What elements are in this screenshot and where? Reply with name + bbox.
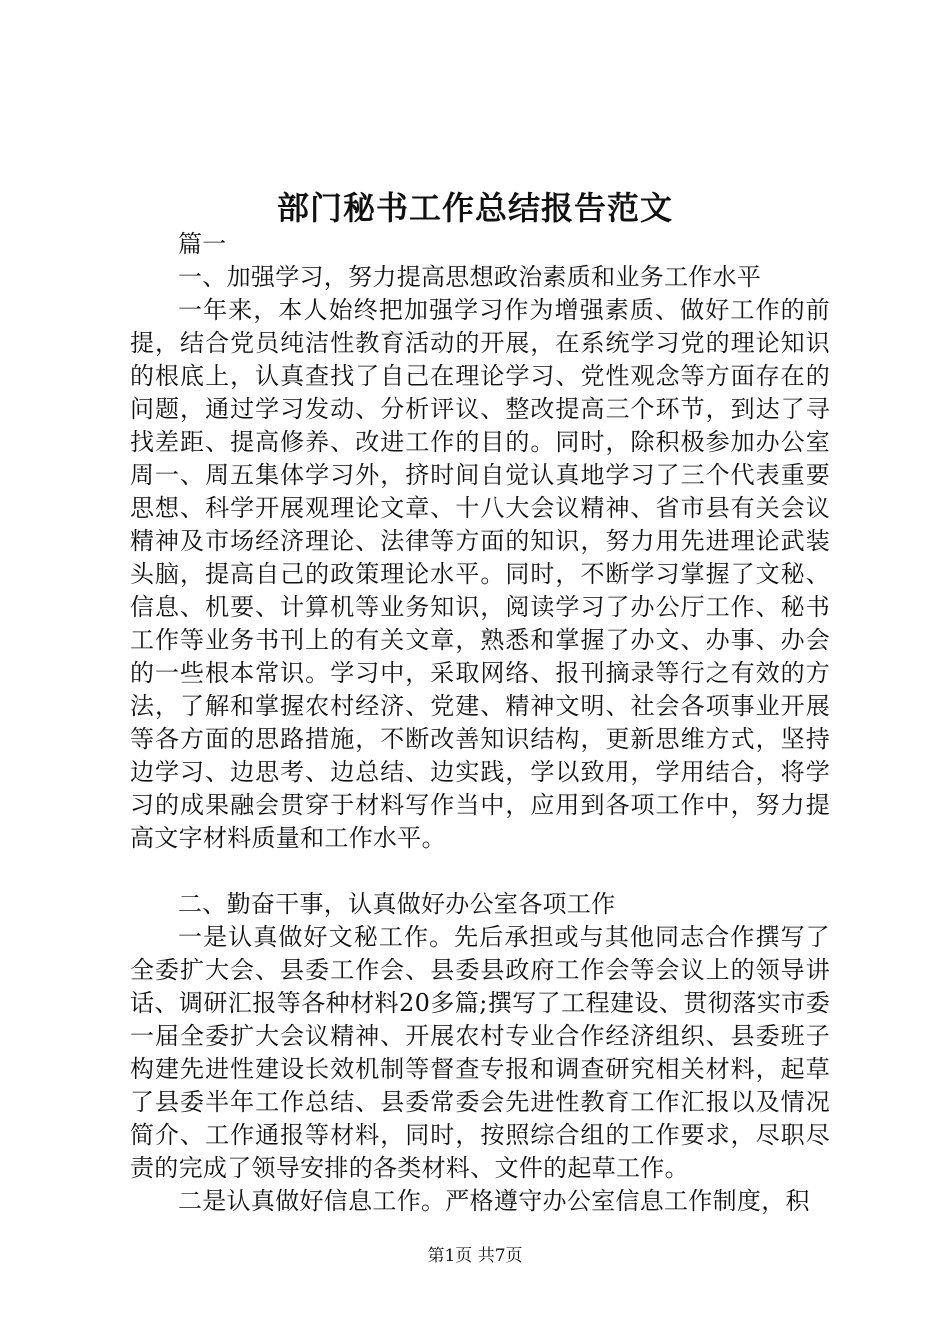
paragraph-information-work: 二是认真做好信息工作。严格遵守办公室信息工作制度，积 <box>178 1187 810 1215</box>
paragraph-secretarial-work: 一是认真做好文秘工作。先后承担或与其他同志合作撰写了全委扩大会、县委工作会、县委县政府工作会等会议上的领导讲话、调研汇报等各种材料20多篇;撰写了工程建设、贯彻落实市委一届全委扩大会议精神、开展农村专业合作经济组织、县委班子构建先进性建设长效机制等督查专报和调查研究相关材料，起草了县委半年工作总结、县委常委会先进性教育工作汇报以及情况简介、工作通报等材料，同时，按照综合组的工作要求，尽职尽责的完成了领导安排的各类材料、文件的起草工作。 <box>130 923 830 1182</box>
document-title: 部门秘书工作总结报告范文 <box>276 189 673 227</box>
section-heading-1: 一、加强学习，努力提高思想政治素质和业务工作水平 <box>178 263 762 291</box>
section-heading-2: 二、勤奋干事，认真做好办公室各项工作 <box>178 890 616 918</box>
paragraph-study: 一年来，本人始终把加强学习作为增强素质、做好工作的前提，结合党员纯洁性教育活动的开展，在系统学习党的理论知识的根底上，认真查找了自己在理论学习、党性观念等方面存在的问题，通过学习发动、分析评议、整改提高三个环节，到达了寻找差距、提高修养、改进工作的目的。同时，除积极参加办公室周一、周五集体学习外，挤时间自觉认真地学习了三个代表重要思想、科学开展观理论文章、十八大会议精神、省市县有关会议精神及市场经济理论、法律等方面的知识，努力用先进理论武装头脑，提高自己的政策理论水平。同时，不断学习掌握了文秘、信息、机要、计算机等业务知识，阅读学习了办公厅工作、秘书工作等业务书刊上的有关文章，熟悉和掌握了办文、办事、办会的一些根本常识。学习中，采取网络、报刊摘录等行之有效的方法，了解和掌握农村经济、党建、精神文明、社会各项事业开展等各方面的思路措施，不断改善知识结构，更新思维方式，坚持边学习、边思考、边总结、边实践，学以致用，学用结合，将学习的成果融会贯穿于材料写作当中，应用到各项工作中，努力提高文字材料质量和工作水平。 <box>130 296 830 852</box>
paragraph-spacer <box>130 855 830 888</box>
document-body <box>130 228 830 1218</box>
section-label: 篇一 <box>178 230 227 258</box>
page-footer: 第1页 共7页 <box>427 1246 523 1266</box>
